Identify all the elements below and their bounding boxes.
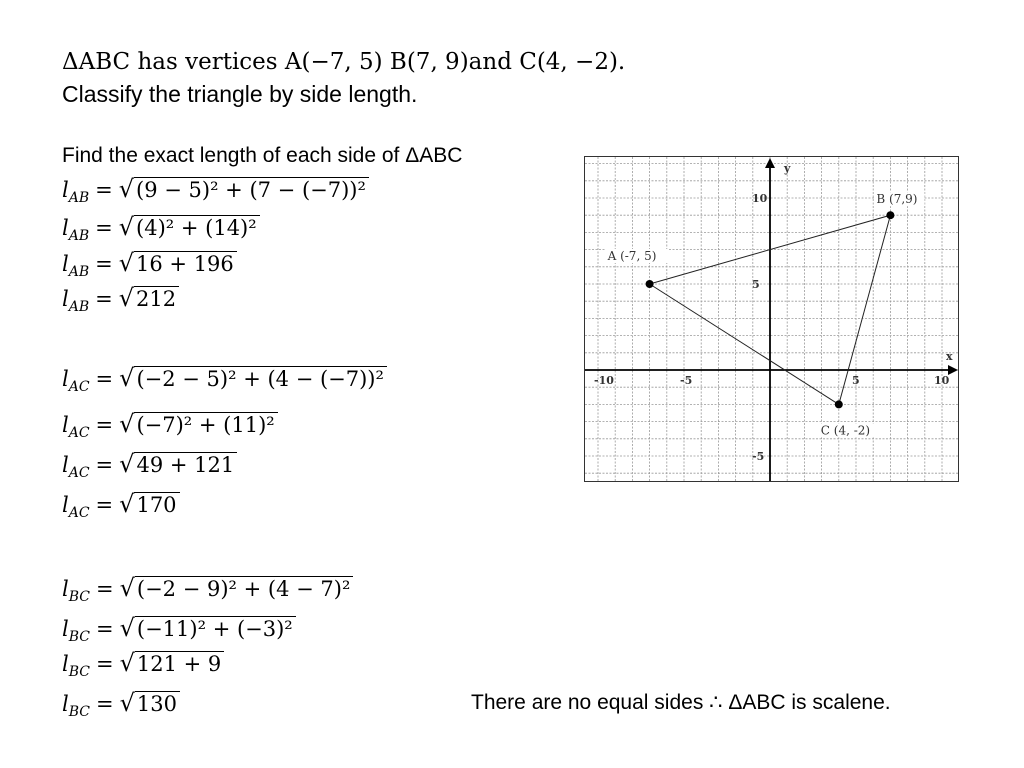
- vertex-label: B (7,9): [876, 192, 918, 207]
- equation-lhs: $l_{AB}$: [62, 178, 90, 207]
- equation-lhs: $l_{AC}$: [62, 413, 90, 442]
- radical: √212: [119, 284, 179, 313]
- vertex-label: A (-7, 5): [607, 249, 657, 263]
- y-tick-label: 10: [752, 192, 768, 205]
- equation-ac-result: $l_{AC} = √170$: [62, 490, 180, 527]
- equation-lhs: $l_{BC}$: [62, 652, 90, 681]
- y-tick-label: 5: [752, 278, 760, 291]
- x-tick-label: 10: [934, 374, 950, 387]
- equation-bc-step1: $l_{BC} = √(-2 - 9)^2 + (4 - 7)^2$: [62, 574, 353, 611]
- equation-ab-step2: $l_{AB} = √(4)^2 + (14)^2$: [62, 213, 260, 250]
- equation-lhs: $l_{AB}$: [62, 216, 90, 245]
- radical: √170: [119, 490, 179, 519]
- x-tick-label: -5: [680, 374, 693, 387]
- vertex-label: C (4, -2): [820, 423, 871, 438]
- equation-lhs: $l_{BC}$: [62, 692, 90, 721]
- equation-lhs: $l_{AC}$: [62, 453, 90, 482]
- equation-bc-step2: $l_{BC} = √(-11)^2 + (-3)^2$: [62, 614, 296, 651]
- vertex-point: [886, 211, 894, 219]
- equation-lhs: $l_{BC}$: [62, 577, 90, 606]
- radical: √(−2 − 5)² + (4 − (−7))²: [119, 364, 387, 393]
- equation-lhs: $l_{AB}$: [62, 252, 90, 281]
- radical: √(4)² + (14)²: [119, 213, 260, 242]
- vertex-point: [835, 400, 843, 408]
- problem-vertices: ΔABC has vertices A(−7, 5) B(7, 9)and C(4, −2).: [62, 49, 626, 75]
- equation-lhs: $l_{AC}$: [62, 367, 90, 396]
- vertex-point: [646, 280, 654, 288]
- radical: √121 + 9: [120, 649, 225, 678]
- y-axis-label: y: [784, 162, 791, 175]
- equation-ab-step1: $l_{AB} = √(9 - 5)^2 + (7 - (-7))^2$: [62, 175, 369, 212]
- radical: √49 + 121: [119, 450, 237, 479]
- equation-ab-result: $l_{AB} = √212$: [62, 284, 179, 321]
- instruction-text: Find the exact length of each side of ΔABC: [62, 144, 463, 167]
- x-tick-label: 5: [852, 374, 860, 387]
- equation-ac-step3: $l_{AC} = √49 + 121$: [62, 450, 237, 487]
- conclusion-text: There are no equal sides ∴ ΔABC is scalene.: [471, 691, 891, 714]
- radical: √(−2 − 9)² + (4 − 7)²: [120, 574, 354, 603]
- equation-bc-result: $l_{BC} = √130$: [62, 689, 180, 726]
- radical: √(−11)² + (−3)²: [120, 614, 296, 643]
- equation-ac-step1: $l_{AC} = √(-2 - 5)^2 + (4 - (-7))^2$: [62, 364, 387, 401]
- radical: √130: [120, 689, 180, 718]
- x-axis-label: x: [946, 350, 953, 363]
- radical: √(9 − 5)² + (7 − (−7))²: [119, 175, 369, 204]
- problem-statement: [62, 46, 625, 110]
- radical: √16 + 196: [119, 249, 237, 278]
- equation-lhs: $l_{AB}$: [62, 287, 90, 316]
- problem-question: Classify the triangle by side length.: [62, 81, 418, 107]
- equation-ac-step2: $l_{AC} = √(-7)^2 + (11)^2$: [62, 410, 278, 447]
- equation-lhs: $l_{BC}$: [62, 617, 90, 646]
- equation-lhs: $l_{AC}$: [62, 493, 90, 522]
- coordinate-graph: [584, 156, 959, 482]
- x-tick-label: -10: [594, 374, 614, 387]
- y-tick-label: -5: [752, 450, 765, 463]
- equation-bc-step3: $l_{BC} = √121 + 9$: [62, 649, 224, 686]
- equation-ab-step3: $l_{AB} = √16 + 196$: [62, 249, 237, 286]
- radical: √(−7)² + (11)²: [119, 410, 278, 439]
